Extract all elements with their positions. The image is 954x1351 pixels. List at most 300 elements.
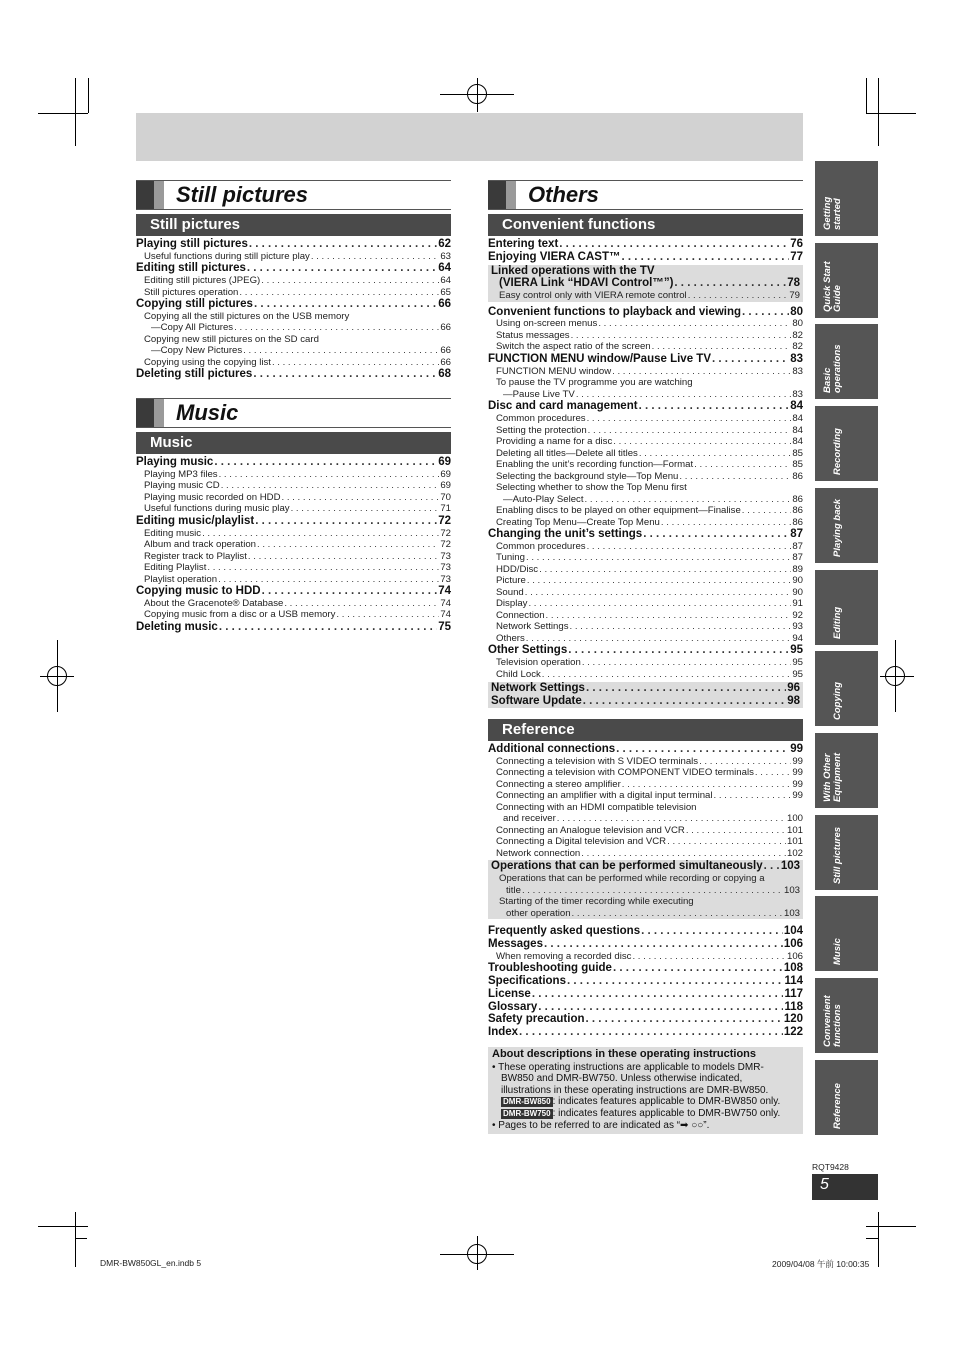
- toc-entry-page: 84: [790, 400, 803, 413]
- toc-entry-title: other operation: [506, 907, 571, 919]
- section-title-music: [136, 398, 451, 428]
- side-tab[interactable]: [815, 896, 878, 971]
- toc-entry-title: Album and track operation: [144, 539, 256, 551]
- toc-entry: [136, 322, 451, 334]
- header-banner: [136, 113, 803, 161]
- toc-entry-page: 99: [792, 767, 803, 779]
- toc-entry-page: 66: [438, 298, 451, 311]
- toc-entry-title: When removing a recorded disc: [496, 950, 632, 962]
- toc-entry: [488, 938, 803, 951]
- toc-entry-title: Creating Top Menu—Create Top Menu: [496, 516, 660, 528]
- side-tab-label: Basic operations: [822, 344, 843, 394]
- toc-entry: [136, 492, 451, 504]
- toc-entry: To pause the TV programme you are watching: [496, 377, 693, 389]
- toc-entry-page: 94: [792, 632, 803, 644]
- toc-entry-title: Entering text: [488, 238, 559, 250]
- toc-entry-title: FUNCTION MENU window: [496, 365, 612, 377]
- toc-entry-page: 86: [792, 493, 803, 505]
- toc-entry: [488, 756, 803, 768]
- page-number: 5: [812, 1174, 878, 1200]
- toc-entry-page: 83: [792, 365, 803, 377]
- toc-entry: [491, 682, 800, 695]
- about-heading: About descriptions in these operating instructions: [492, 1048, 757, 1060]
- toc-entry-title: Network connection: [496, 847, 581, 859]
- side-tab[interactable]: [815, 324, 878, 399]
- toc-entry-page: 77: [790, 250, 803, 263]
- toc-entry: [488, 366, 803, 378]
- toc-entry-page: 117: [784, 987, 803, 1000]
- toc-entry-page: 84: [792, 436, 803, 448]
- toc-entry-page: 62: [438, 238, 451, 250]
- toc-entry: [491, 695, 800, 708]
- toc-entry-page: 71: [440, 503, 451, 515]
- toc-entry-title: About the Gracenote® Database: [144, 597, 284, 609]
- toc-entry-title: Specifications: [488, 974, 566, 987]
- toc-entry-page: 103: [783, 884, 800, 896]
- side-tab[interactable]: [815, 815, 878, 890]
- side-tab[interactable]: [815, 243, 878, 318]
- toc-entry: [136, 456, 451, 469]
- toc-entry-title: title: [506, 884, 521, 896]
- toc-entry: [136, 287, 451, 299]
- toc-entry-title: Copying using the copying list: [144, 356, 271, 368]
- section-title-others: [488, 180, 803, 210]
- toc-entry-title: Copying music to HDD: [136, 585, 261, 598]
- section-title-text: Others: [528, 182, 599, 207]
- toc-entry-page: 64: [440, 275, 451, 287]
- side-tab[interactable]: [815, 570, 878, 645]
- toc-entry-title: Status messages: [496, 329, 570, 341]
- toc-entry: [488, 517, 803, 529]
- toc-entry-page: 73: [440, 562, 451, 574]
- about-line: illustrations in these operating instructions are DMR-BW850.: [501, 1084, 769, 1096]
- toc-entry-page: 74: [440, 597, 451, 609]
- toc-entry-title: Connecting a stereo amplifier: [496, 778, 621, 790]
- toc-entry: [488, 425, 803, 437]
- toc-entry-page: 72: [438, 514, 451, 527]
- toc-entry: [488, 528, 803, 541]
- toc-entry-title: Editing still pictures: [136, 262, 246, 275]
- toc-entry-page: 100: [786, 813, 803, 825]
- toc-entry-title: Convenient functions to playback and viewing: [488, 305, 742, 318]
- toc-entry-page: 98: [787, 694, 800, 707]
- toc-entry-page: 106: [783, 937, 803, 950]
- toc-entry-title: Software Update: [491, 694, 582, 707]
- toc-entry: [488, 598, 803, 610]
- section-title-text: Still pictures: [176, 182, 309, 207]
- toc-entry-page: 66: [440, 356, 451, 368]
- toc-entry-title: Deleting all titles—Delete all titles: [496, 447, 638, 459]
- toc-entry-title: Sound: [496, 586, 524, 598]
- toc-entry-title: Connecting a television with COMPONENT VIDEO terminals: [496, 767, 754, 779]
- toc-entry-page: 103: [783, 907, 800, 919]
- side-tab[interactable]: [815, 651, 878, 726]
- model-code: RQT9428: [812, 1162, 849, 1172]
- toc-entry-page: 96: [787, 682, 800, 695]
- toc-entry: [488, 389, 803, 401]
- toc-entry-title: Common procedures: [496, 413, 586, 425]
- toc-reference: [488, 743, 803, 1039]
- subheader-reference: Reference: [488, 719, 803, 741]
- toc-entry: [488, 471, 803, 483]
- toc-entry-page: 65: [440, 286, 451, 298]
- toc-entry-page: 95: [792, 668, 803, 680]
- toc-entry: [136, 528, 451, 540]
- toc-entry-title: License: [488, 987, 531, 1000]
- toc-entry: Copying new still pictures on the SD card: [144, 333, 319, 345]
- toc-entry-page: 83: [790, 352, 803, 365]
- toc-entry-title: Glossary: [488, 1000, 538, 1013]
- toc-entry: [488, 1013, 803, 1026]
- toc-entry-title: Useful functions during music play: [144, 503, 290, 515]
- toc-entry: [488, 341, 803, 353]
- toc-entry: [488, 951, 803, 963]
- toc-entry-title: Playlist operation: [144, 573, 218, 585]
- toc-entry-page: 108: [783, 962, 803, 975]
- toc-entry-title: Tuning: [496, 552, 525, 564]
- toc-entry-page: 86: [792, 516, 803, 528]
- print-timestamp: 2009/04/08 午前 10:00:35: [772, 1259, 870, 1269]
- toc-entry-title: Using on-screen menus: [496, 318, 598, 330]
- side-tab-label: Recording: [832, 428, 843, 476]
- toc-entry: [488, 1001, 803, 1014]
- toc-entry-title: Enabling the unit’s recording function—Format: [496, 459, 694, 471]
- subheader-still-pictures: Still pictures: [136, 214, 451, 236]
- toc-entry: [136, 598, 451, 610]
- toc-entry-title: and receiver: [503, 813, 556, 825]
- toc-entry-page: 86: [792, 470, 803, 482]
- toc-entry-title: Switch the aspect ratio of the screen: [496, 341, 651, 353]
- toc-entry: [488, 790, 803, 802]
- toc-entry: [488, 610, 803, 622]
- side-tab-label: Reference: [832, 1082, 843, 1129]
- toc-entry: [488, 564, 803, 576]
- toc-entry-page: 90: [792, 575, 803, 587]
- about-line: : indicates features applicable to DMR-BW750 only.: [552, 1107, 781, 1119]
- toc-entry-page: 80: [792, 318, 803, 330]
- toc-entry-title: Easy control only with VIERA remote control: [499, 290, 687, 302]
- toc-entry: [136, 262, 451, 275]
- toc-entry: [488, 541, 803, 553]
- toc-entry-title: —Copy New Pictures: [151, 345, 243, 357]
- section-title-text: Music: [176, 400, 239, 425]
- about-descriptions-box: [488, 1047, 803, 1134]
- toc-entry-title: Connecting a Digital television and VCR: [496, 836, 667, 848]
- toc-entry-page: 80: [790, 305, 803, 318]
- toc-entry: [491, 277, 800, 290]
- toc-entry: [488, 318, 803, 330]
- toc-entry-title: Editing music: [144, 527, 202, 539]
- toc-entry: [488, 633, 803, 645]
- toc-entry: [488, 459, 803, 471]
- toc-entry-page: 83: [792, 388, 803, 400]
- side-tab-label: Music: [832, 938, 843, 966]
- section-title-still-pictures: [136, 180, 451, 210]
- toc-entry-page: 74: [438, 585, 451, 598]
- toc-entry-page: 64: [438, 262, 451, 275]
- toc-entry: [488, 413, 803, 425]
- toc-entry-page: 89: [792, 563, 803, 575]
- toc-entry-page: 87: [792, 552, 803, 564]
- side-tab[interactable]: [815, 406, 878, 481]
- toc-entry: [136, 609, 451, 621]
- side-tab-label: Quick Start Guide: [822, 261, 843, 312]
- toc-entry: [488, 743, 803, 756]
- side-tab-label: With Other Equipment: [822, 752, 843, 802]
- toc-entry-page: 72: [440, 527, 451, 539]
- toc-entry-title: Enjoying VIERA CAST™: [488, 250, 621, 263]
- toc-entry-page: 122: [783, 1026, 803, 1039]
- toc-entry-title: Network Settings: [491, 682, 585, 695]
- toc-entry: [136, 574, 451, 586]
- toc-entry: [136, 251, 451, 263]
- toc-entry: [136, 368, 451, 381]
- about-line: BW850 and DMR-BW750. Unless otherwise indicated,: [501, 1073, 743, 1085]
- toc-entry-title: Useful functions during still picture play: [144, 250, 310, 262]
- side-tab[interactable]: [815, 1060, 878, 1135]
- toc-entry-page: 93: [792, 621, 803, 633]
- side-tab[interactable]: [815, 978, 878, 1053]
- toc-entry-title: Messages: [488, 937, 543, 950]
- toc-entry-title: Enabling discs to be played on other equipment—Finalise: [496, 505, 741, 517]
- toc-entry: [136, 515, 451, 528]
- toc-entry-title: Register track to Playlist: [144, 550, 247, 562]
- toc-entry-page: 99: [792, 778, 803, 790]
- toc-entry-page: 82: [792, 341, 803, 353]
- toc-entry-page: 87: [790, 528, 803, 541]
- toc-entry: [488, 448, 803, 460]
- toc-entry: [136, 551, 451, 563]
- toc-entry-title: Playing music CD: [144, 480, 220, 492]
- toc-entry: [488, 238, 803, 251]
- toc-entry-page: 76: [790, 238, 803, 250]
- toc-entry-page: 69: [438, 456, 451, 468]
- toc-entry: [136, 357, 451, 369]
- toc-entry: [488, 587, 803, 599]
- toc-entry: [488, 825, 803, 837]
- toc-entry-page: 69: [440, 480, 451, 492]
- toc-entry-page: 85: [792, 447, 803, 459]
- model-tag-bw850: DMR-BW850: [503, 1097, 551, 1107]
- toc-entry-page: 69: [440, 468, 451, 480]
- toc-entry-title: Playing still pictures: [136, 238, 248, 250]
- toc-entry: Copying all the still pictures on the USB memory: [144, 310, 350, 322]
- toc-entry-title: Frequently asked questions: [488, 925, 641, 938]
- toc-entry-title: —Copy All Pictures: [151, 322, 234, 334]
- about-line: • These operating instructions are applicable to models DMR-: [492, 1061, 764, 1073]
- toc-convenient-functions: [488, 238, 803, 708]
- toc-entry-title: Connecting an Analogue television and VCR: [496, 824, 685, 836]
- toc-entry-page: 87: [792, 540, 803, 552]
- toc-entry-title: Connecting a television with S VIDEO terminals: [496, 755, 699, 767]
- toc-entry: Starting of the timer recording while executing: [499, 896, 694, 908]
- subheader-convenient-functions: Convenient functions: [488, 214, 803, 236]
- toc-entry: [488, 657, 803, 669]
- toc-entry-page: 70: [440, 491, 451, 503]
- toc-entry-page: 75: [438, 620, 451, 633]
- toc-entry: [136, 562, 451, 574]
- toc-entry-title: Common procedures: [496, 540, 586, 552]
- toc-entry-title: Operations that can be performed simultaneously: [491, 860, 763, 873]
- toc-entry-title: Playing music recorded on HDD: [144, 491, 281, 503]
- toc-entry-title: Television operation: [496, 657, 581, 669]
- toc-entry-page: 101: [786, 836, 803, 848]
- side-tab-label: Still pictures: [832, 826, 843, 884]
- toc-entry-title: Other Settings: [488, 644, 568, 657]
- toc-entry-page: 104: [783, 925, 803, 938]
- toc-entry-page: 120: [783, 1013, 803, 1026]
- toc-entry-page: 72: [440, 539, 451, 551]
- toc-entry: [136, 539, 451, 551]
- toc-still-pictures: [136, 238, 451, 381]
- toc-entry: [488, 251, 803, 264]
- toc-entry-title: Deleting music: [136, 620, 218, 633]
- toc-entry: [491, 290, 800, 302]
- about-line: : indicates features applicable to DMR-BW850 only.: [552, 1096, 781, 1108]
- toc-entry-page: 86: [792, 505, 803, 517]
- toc-entry: [488, 836, 803, 848]
- toc-highlight-block: [488, 860, 803, 919]
- toc-entry-page: 106: [786, 950, 803, 962]
- toc-entry-page: 85: [792, 459, 803, 471]
- toc-entry-page: 118: [784, 1000, 803, 1013]
- toc-entry: [488, 575, 803, 587]
- toc-entry: [136, 238, 451, 251]
- toc-entry: Linked operations with the TV: [491, 264, 655, 277]
- toc-entry-title: Still pictures operation: [144, 286, 239, 298]
- toc-entry-title: Child Lock: [496, 668, 541, 680]
- toc-entry: Operations that can be performed while recording or copying a: [499, 873, 765, 885]
- toc-entry-title: Editing Playlist: [144, 562, 207, 574]
- toc-entry-title: Setting the protection: [496, 424, 587, 436]
- toc-entry: [491, 908, 800, 920]
- side-tab-label: Convenient functions: [822, 995, 843, 1047]
- side-tab[interactable]: [815, 733, 878, 808]
- toc-entry: [488, 975, 803, 988]
- toc-entry-page: 92: [792, 609, 803, 621]
- toc-entry-page: 102: [786, 847, 803, 859]
- toc-entry: [136, 503, 451, 515]
- toc-entry-page: 95: [790, 644, 803, 657]
- toc-entry: [491, 885, 800, 897]
- side-tab[interactable]: [815, 161, 878, 236]
- toc-entry-page: 95: [792, 657, 803, 669]
- toc-entry-page: 66: [440, 322, 451, 334]
- toc-entry-title: Picture: [496, 575, 526, 587]
- toc-entry: [488, 988, 803, 1001]
- toc-entry-page: 78: [787, 277, 800, 290]
- toc-entry: Selecting whether to show the Top Menu first: [496, 482, 687, 494]
- toc-entry: [488, 353, 803, 366]
- toc-music: [136, 456, 451, 634]
- toc-entry: [488, 1026, 803, 1039]
- toc-entry-page: 73: [440, 573, 451, 585]
- side-tab-label: Editing: [832, 606, 843, 639]
- toc-entry-page: 90: [792, 586, 803, 598]
- toc-entry-title: Deleting still pictures: [136, 368, 253, 381]
- toc-entry: [488, 621, 803, 633]
- toc-entry-title: Copying still pictures: [136, 298, 253, 311]
- toc-entry: [136, 298, 451, 311]
- toc-entry: [488, 306, 803, 319]
- toc-entry-title: Display: [496, 598, 528, 610]
- toc-entry-title: Selecting the background style—Top Menu: [496, 470, 679, 482]
- toc-entry-page: 84: [792, 424, 803, 436]
- toc-entry-page: 91: [792, 598, 803, 610]
- toc-entry: [488, 925, 803, 938]
- toc-entry-page: 103: [780, 860, 800, 873]
- toc-entry-page: 84: [792, 413, 803, 425]
- toc-entry: [488, 436, 803, 448]
- toc-entry: [491, 860, 800, 873]
- toc-entry-title: Additional connections: [488, 743, 616, 755]
- toc-entry-title: Others: [496, 632, 525, 644]
- toc-entry: Connecting with an HDMI compatible television: [496, 801, 697, 813]
- toc-entry-page: 63: [440, 250, 451, 262]
- toc-entry-title: Changing the unit’s settings: [488, 528, 643, 541]
- toc-entry: [488, 669, 803, 681]
- toc-entry-title: Playing music: [136, 456, 214, 468]
- subheader-music: Music: [136, 432, 451, 454]
- side-tab-label: Copying: [832, 682, 843, 721]
- toc-entry: [488, 767, 803, 779]
- side-tab-label: Playing back: [832, 498, 843, 557]
- toc-entry: [488, 962, 803, 975]
- toc-entry-page: 99: [790, 743, 803, 755]
- toc-entry-page: 68: [438, 368, 451, 381]
- toc-entry-title: Connection: [496, 609, 545, 621]
- toc-entry-page: 99: [792, 755, 803, 767]
- toc-entry-title: Safety precaution: [488, 1013, 585, 1026]
- toc-entry-page: 114: [784, 974, 803, 987]
- toc-entry-title: Disc and card management: [488, 400, 638, 413]
- toc-entry: [488, 552, 803, 564]
- toc-entry-title: (VIERA Link “HDAVI Control™”): [499, 277, 674, 290]
- toc-entry-title: HDD/Disc: [496, 563, 539, 575]
- toc-entry-title: Providing a name for a disc: [496, 436, 613, 448]
- toc-entry-page: 66: [440, 345, 451, 357]
- toc-entry: [136, 345, 451, 357]
- toc-entry-title: FUNCTION MENU window/Pause Live TV: [488, 352, 711, 365]
- toc-entry-title: Connecting an amplifier with a digital input terminal: [496, 790, 713, 802]
- file-name: DMR-BW850GL_en.indb 5: [100, 1258, 202, 1268]
- toc-entry: [136, 621, 451, 634]
- toc-entry-title: Copying music from a disc or a USB memory: [144, 609, 336, 621]
- toc-entry-page: 74: [440, 609, 451, 621]
- toc-entry: [136, 585, 451, 598]
- toc-entry-page: 99: [792, 790, 803, 802]
- side-tab[interactable]: [815, 488, 878, 563]
- toc-entry-title: Playing MP3 files: [144, 468, 218, 480]
- toc-entry: [136, 480, 451, 492]
- toc-entry: [488, 848, 803, 860]
- toc-entry-page: 79: [789, 290, 800, 302]
- toc-entry-title: Editing music/playlist: [136, 514, 255, 527]
- toc-highlight-block: [488, 682, 803, 708]
- toc-entry-title: Editing still pictures (JPEG): [144, 275, 261, 287]
- toc-entry-title: Network Settings: [496, 621, 569, 633]
- toc-entry: [136, 275, 451, 287]
- toc-entry: [136, 469, 451, 481]
- toc-entry: [488, 813, 803, 825]
- toc-entry: [488, 644, 803, 657]
- toc-entry: [488, 494, 803, 506]
- model-tag-bw750: DMR-BW750: [503, 1108, 551, 1118]
- toc-entry-title: Troubleshooting guide: [488, 962, 612, 975]
- toc-entry-title: —Auto-Play Select: [503, 493, 584, 505]
- toc-entry-page: 82: [792, 329, 803, 341]
- toc-entry-title: —Pause Live TV: [503, 388, 575, 400]
